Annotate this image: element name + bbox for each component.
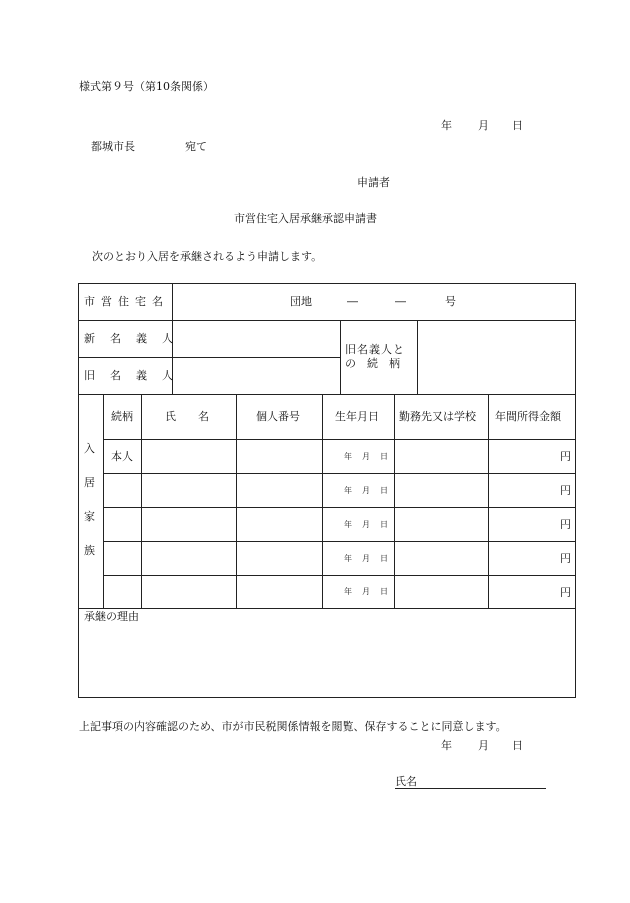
dob-month: 月 [362,452,370,461]
footer-date-day: 日 [512,739,523,752]
housing-danchi: 団地 [290,295,312,308]
dob-year: 年 [344,486,352,495]
old-holder-label: 旧名義人 [84,369,188,382]
dob-year: 年 [344,587,352,596]
footer-date-year: 年 [441,739,452,752]
intro-text: 次のとおり入居を承継されるよう申請します。 [92,250,323,263]
page-title: 市営住宅入居承継承認申請書 [234,212,377,225]
dob-year: 年 [344,554,352,563]
form-number: 様式第９号（第10条関係） [79,80,214,93]
income-unit: 円 [560,518,571,531]
col-header-birthdate: 生年月日 [335,410,379,423]
income-unit: 円 [560,450,571,463]
dob-month: 月 [362,486,370,495]
row-relation: 本人 [111,450,133,463]
family-side-char-1: 入 [84,442,95,455]
housing-gou: 号 [445,295,456,308]
footer-date-month: 月 [478,739,489,752]
relation-field[interactable] [418,321,574,393]
dob-day: 日 [380,520,388,529]
header-date-month: 月 [478,119,489,132]
col-header-income: 年間所得金額 [495,410,561,423]
applicant-label: 申請者 [357,176,390,189]
new-holder-field[interactable] [173,321,339,356]
col-header-name: 氏 名 [165,410,209,423]
col-header-relation: 続柄 [111,410,133,423]
dob-day: 日 [380,486,388,495]
family-side-char-3: 家 [84,510,95,523]
dob-year: 年 [344,452,352,461]
col-header-workplace: 勤務先又は学校 [399,410,476,423]
dob-month: 月 [362,554,370,563]
income-unit: 円 [560,484,571,497]
housing-dash-1: ― [347,295,358,308]
relation-label-line2: の 続 柄 [345,357,400,370]
recipient-suffix: 宛て [185,140,207,153]
reason-field[interactable] [79,625,575,697]
dob-month: 月 [362,520,370,529]
name-label: 氏名 [395,775,417,788]
dob-day: 日 [380,554,388,563]
signature-line[interactable] [395,788,546,789]
family-side-char-4: 族 [84,544,95,557]
new-holder-label: 新名義人 [84,332,188,345]
family-side-char-2: 居 [84,476,95,489]
reason-label: 承継の理由 [84,610,139,623]
consent-text: 上記事項の内容確認のため、市が市民税関係情報を閲覧、保存することに同意します。 [79,720,507,733]
old-holder-field[interactable] [173,358,339,393]
header-date-day: 日 [512,119,523,132]
header-date-year: 年 [441,119,452,132]
col-header-personal-number: 個人番号 [256,410,300,423]
housing-dash-2: ― [395,295,406,308]
dob-day: 日 [380,452,388,461]
recipient: 都城市長 [91,140,135,153]
relation-label-line1: 旧名義人と [345,343,405,356]
housing-name-label: 市営住宅名 [84,295,169,308]
income-unit: 円 [560,552,571,565]
income-unit: 円 [560,585,571,599]
dob-month: 月 [362,587,370,596]
dob-year: 年 [344,520,352,529]
dob-day: 日 [380,587,388,596]
